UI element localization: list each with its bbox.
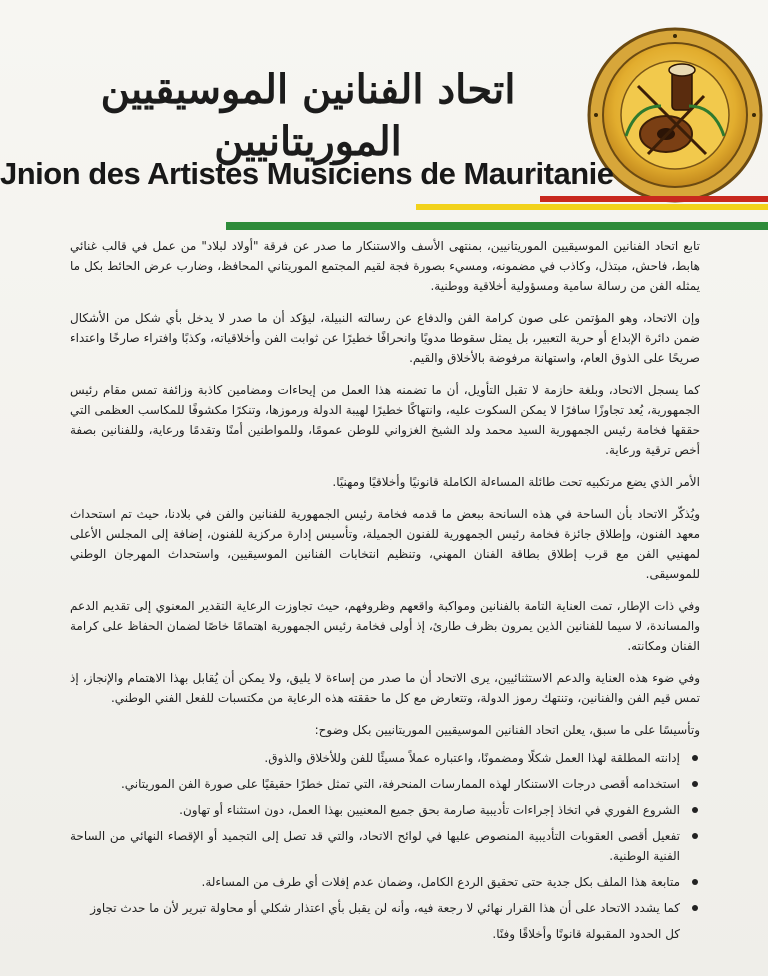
green-bar — [226, 222, 768, 230]
list-item-text: استخدامه أقصى درجات الاستنكار لهذه الممارسات المنحرفة، التي تمثل خطرًا حقيقيًا على صورة الفن الموريتاني. — [120, 777, 680, 791]
list-item — [70, 774, 700, 794]
list-item — [70, 872, 700, 892]
flag-color-bars — [226, 196, 768, 236]
paragraph: وفي ذات الإطار، تمت العناية التامة بالفنانين ومواكبة واقعهم وظروفهم، حيث تجاوزت الرعاية التقدير المعنوي إلى تقديم الدعم والمساندة، لا سيما للفنانين الذين يمرون بظرف طارئ، إذ أولى فخامة رئيس الجمهورية اهتمامًا خاصًا لضمان الحفاظ على كرامة الفنان ومكانته. — [70, 599, 700, 653]
paragraph: الأمر الذي يضع مرتكبيه تحت طائلة المساءلة الكاملة قانونيًا وأخلاقيًا ومهنيًا. — [332, 475, 700, 489]
bullet-icon — [692, 781, 698, 787]
list-item-text: متابعة هذا الملف بكل جدية حتى تحقيق الردع الكامل، وضمان عدم إفلات أي طرف من المساءلة. — [201, 875, 680, 889]
bullet-icon — [692, 807, 698, 813]
title-arabic: اتحاد الفنانين الموسيقيين الموريتانيين — [100, 66, 516, 165]
list-item — [70, 898, 700, 918]
paragraph: تابع اتحاد الفنانين الموسيقيين الموريتانيين، بمنتهى الأسف والاستنكار ما صدر عن فرقة "أولاد لبلاد" من عمل في قالب غنائي هابط، فاحش، مبتذل، وكاذب في مضمونه، ومسيء بصورة فجة لقيم المجتمع الموريتاني المحافظ، وضارب عرض الحائط بكل ما يمثله الفن من رسالة سامية ومسؤولية أخلاقية ووطنية. — [70, 239, 700, 293]
bullet-icon — [692, 833, 698, 839]
yellow-bar — [416, 204, 768, 210]
closing-line: كل الحدود المقبولة قانونًا وأخلاقًا وفنًا. — [492, 927, 680, 941]
paragraph: كما يسجل الاتحاد، وبلغة حازمة لا تقبل التأويل، أن ما تضمنه هذا العمل من إيحاءات ومضامين كاذبة وزائفة تمس مقام رئيس الجمهورية، يُعد تجاوزًا سافرًا لا يمكن السكوت عليه، وانتهاكًا خطيرًا لهيبة الدولة ورموزها، وتنكرًا مكشوفًا للمكاسب العظمى التي حققها فخامة رئيس الجمهورية السيد محمد ولد الشيخ الغزواني للوطن عمومًا، وللمواطنين أمنًا وتقدمًا ورعاية، وللفنانين بصفة أخص ترقية ورعاية. — [70, 383, 700, 457]
demands-list — [70, 748, 700, 918]
bullet-icon — [692, 755, 698, 761]
paragraph: ويُذكّر الاتحاد بأن الساحة في هذه السانحة ببعض ما قدمه فخامة رئيس الجمهورية للفنانين والفن في بلادنا، حيث تم استحداث معهد الفنون، وإطلاق جائزة فخامة رئيس الجمهورية للفنون الجميلة، وتأسيس إدارة مركزية للفنون، إضافة إلى المجلس الأعلى لمهنيي الفن مع قرب إطلاق بطاقة الفنان المهني، وتنظيم انتخابات الفنانين الموسيقيين، واستحداث المهرجان الوطني للموسيقى. — [70, 507, 700, 581]
bullet-icon — [692, 879, 698, 885]
bullet-icon — [692, 905, 698, 911]
list-item — [70, 748, 700, 768]
paragraph: وفي ضوء هذه العناية والدعم الاستثنائيين، يرى الاتحاد أن ما صدر من إساءة لا يليق، ولا يمكن أن يُقابل بهذا الاهتمام والإنجاز، إذ تمس قيم الفن والفنانين، وتنتهك رموز الدولة، وتتعارض مع كل ما حققته هذه الرعاية من مكتسبات للفعل الفني الوطني. — [70, 671, 700, 705]
list-item-text: تفعيل أقصى العقوبات التأديبية المنصوص عليها في لوائح الاتحاد، والتي قد تصل إلى التجميد أو الإقصاء النهائي من الساحة الفنية الوطنية. — [70, 829, 680, 863]
paragraph: وتأسيسًا على ما سبق، يعلن اتحاد الفنانين الموسيقيين الموريتانيين بكل وضوح: — [314, 723, 700, 737]
list-item — [70, 826, 700, 866]
list-item — [70, 800, 700, 820]
list-item-text: كما يشدد الاتحاد على أن هذا القرار نهائي لا رجعة فيه، وأنه لن يقبل بأي اعتذار شكلي أو محاولة تبرير لأن ما حدث تجاوز — [90, 901, 680, 915]
red-bar — [540, 196, 768, 202]
list-item-text: الشروع الفوري في اتخاذ إجراءات تأديبية صارمة بحق جميع المعنيين بهذا العمل، دون استثناء أو تهاون. — [179, 803, 680, 817]
list-item-text: إدانته المطلقة لهذا العمل شكلًا ومضمونًا، واعتباره عملاً مسيئًا للفن وللأخلاق والذوق. — [264, 751, 680, 765]
paragraph: وإن الاتحاد، وهو المؤتمن على صون كرامة الفن والدفاع عن رسالته النبيلة، ليؤكد أن ما صدر لا يدخل بأي شكل من الأشكال ضمن دائرة الإبداع أو حرية التعبير، بل يمثل سقوطا مدويًا وانحرافًا خطيرًا عن ثوابت الفن وأخلاقياته، وكذبًا وافتراء صارخًا واعتداء صريحًا على الذوق العام، واستهانة مرفوضة بالأخلاق والقيم. — [70, 311, 700, 365]
statement-body — [70, 236, 700, 944]
title-french: Jnion des Artistes Musiciens de Mauritanie — [0, 156, 614, 191]
